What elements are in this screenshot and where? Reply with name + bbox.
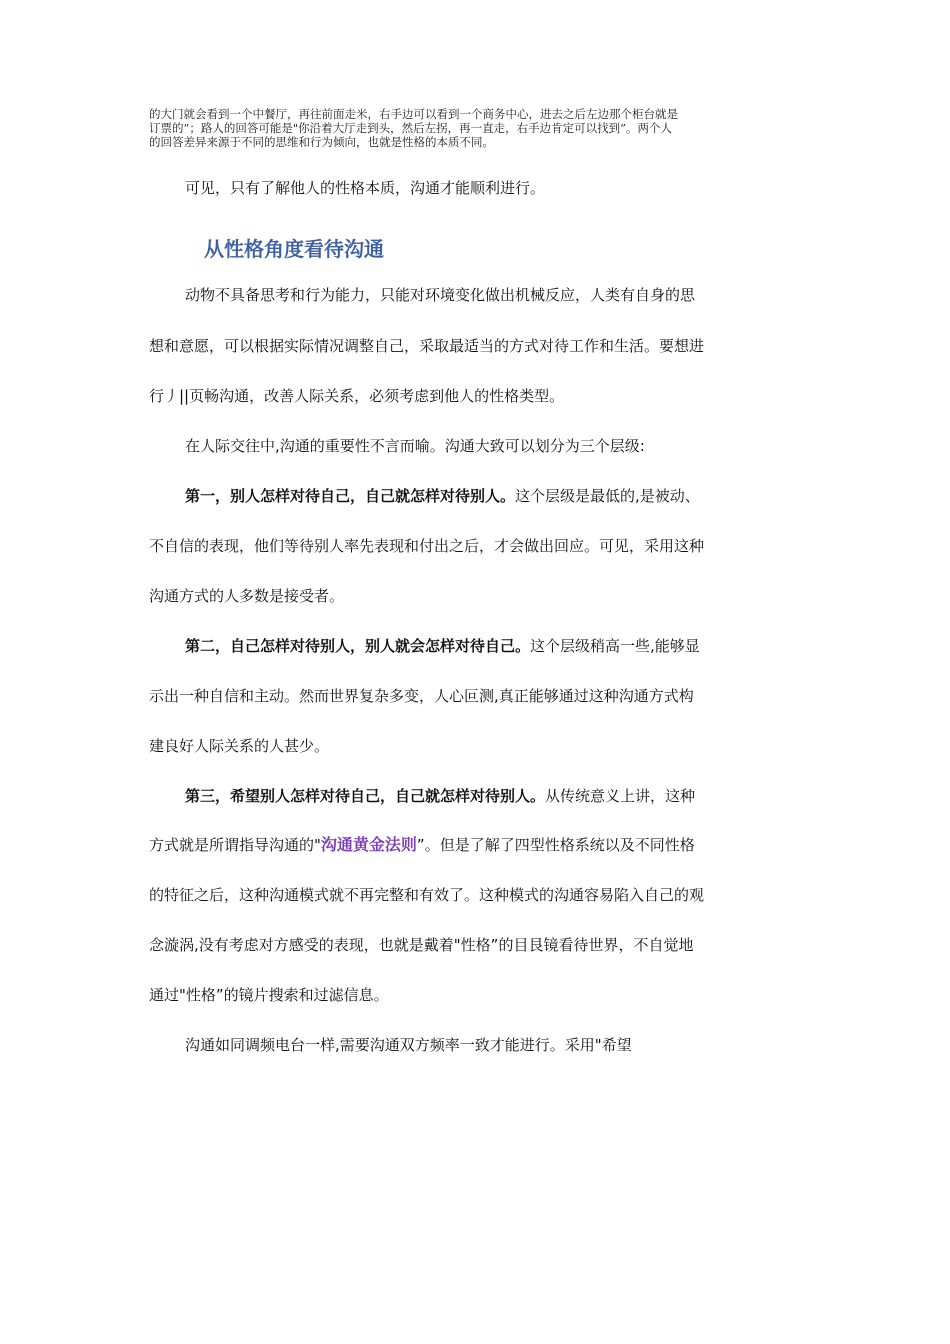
intro-paragraph [149, 107, 749, 149]
level3-line [185, 786, 785, 806]
level3-line: 通过"性格”的镜片搜索和过滤信息。 [149, 986, 389, 1004]
level1-line: 不自信的表现，他们等待别人率先表现和付出之后，才会做出回应。可见，采用这种 [149, 537, 705, 555]
level2-line: 建良好人际关系的人甚少。 [149, 737, 330, 755]
golden-rule-highlight: 沟通黄金法则 [320, 835, 417, 854]
para2: 在人际交往中,沟通的重要性不言而喻。沟通大致可以划分为三个层级: [185, 437, 645, 455]
level2-title: 第二，自己怎样对待别人，别人就会怎样对待自己。 [185, 637, 531, 655]
level3-line: 的特征之后，这种沟通模式就不再完整和有效了。这种模式的沟通容易陷入自己的观 [149, 886, 705, 904]
level3-line [149, 835, 749, 855]
level2-line: 示出一种自信和主动。然而世界复杂多变，人心叵测,真正能够通过这种沟通方式构 [149, 687, 694, 705]
level3-text: 方式就是所谓指导沟通的" [149, 836, 321, 854]
conclusion-sentence: 可见，只有了解他人的性格本质，沟通才能顺利进行。 [185, 179, 546, 197]
level3-line: 念漩涡,没有考虑对方感受的表现，也就是戴着"性格”的目艮镜看待世界，不自觉地 [149, 936, 694, 954]
level1-title: 第一，别人怎样对待自己，自己就怎样对待别人。 [185, 487, 516, 505]
level3-title: 第三，希望别人怎样对待自己，自己就怎样对待别人。 [185, 787, 546, 805]
last-paragraph: 沟通如同调频电台一样,需要沟通双方频率一致才能进行。采用"希望 [185, 1036, 632, 1054]
section-heading: 从性格角度看待沟通 [204, 237, 384, 261]
para1-line: 行丿||页畅沟通，改善人际关系，必须考虑到他人的性格类型。 [149, 387, 565, 405]
level1-line [185, 486, 785, 506]
para1-line: 动物不具备思考和行为能力，只能对环境变化做出机械反应，人类有自身的思 [185, 286, 696, 304]
intro-line: 订票的”；路人的回答可能是"你沿着大厅走到头，然后左拐，再一直走，右手边肯定可以找到”。两个人 [149, 121, 673, 135]
level1-text: 这个层级是最低的,是被动、 [515, 487, 700, 505]
para1-line: 想和意愿，可以根据实际情况调整自己，采取最适当的方式对待工作和生活。要想进 [149, 337, 705, 355]
level2-line [185, 636, 785, 656]
intro-line: 的大门就会看到一个中餐厅，再往前面走米，右手边可以看到一个商务中心，进去之后左边那个柜台就是 [149, 107, 678, 121]
level2-text: 这个层级稍高一些,能够显 [530, 637, 700, 655]
level3-text: ”。但是了解了四型性格系统以及不同性格 [416, 836, 695, 854]
level3-text: 从传统意义上讲，这种 [545, 787, 696, 805]
level1-line: 沟通方式的人多数是接受者。 [149, 587, 345, 605]
intro-line: 的回答差异来源于不同的思维和行为倾向，也就是性格的本质不同。 [149, 135, 494, 149]
